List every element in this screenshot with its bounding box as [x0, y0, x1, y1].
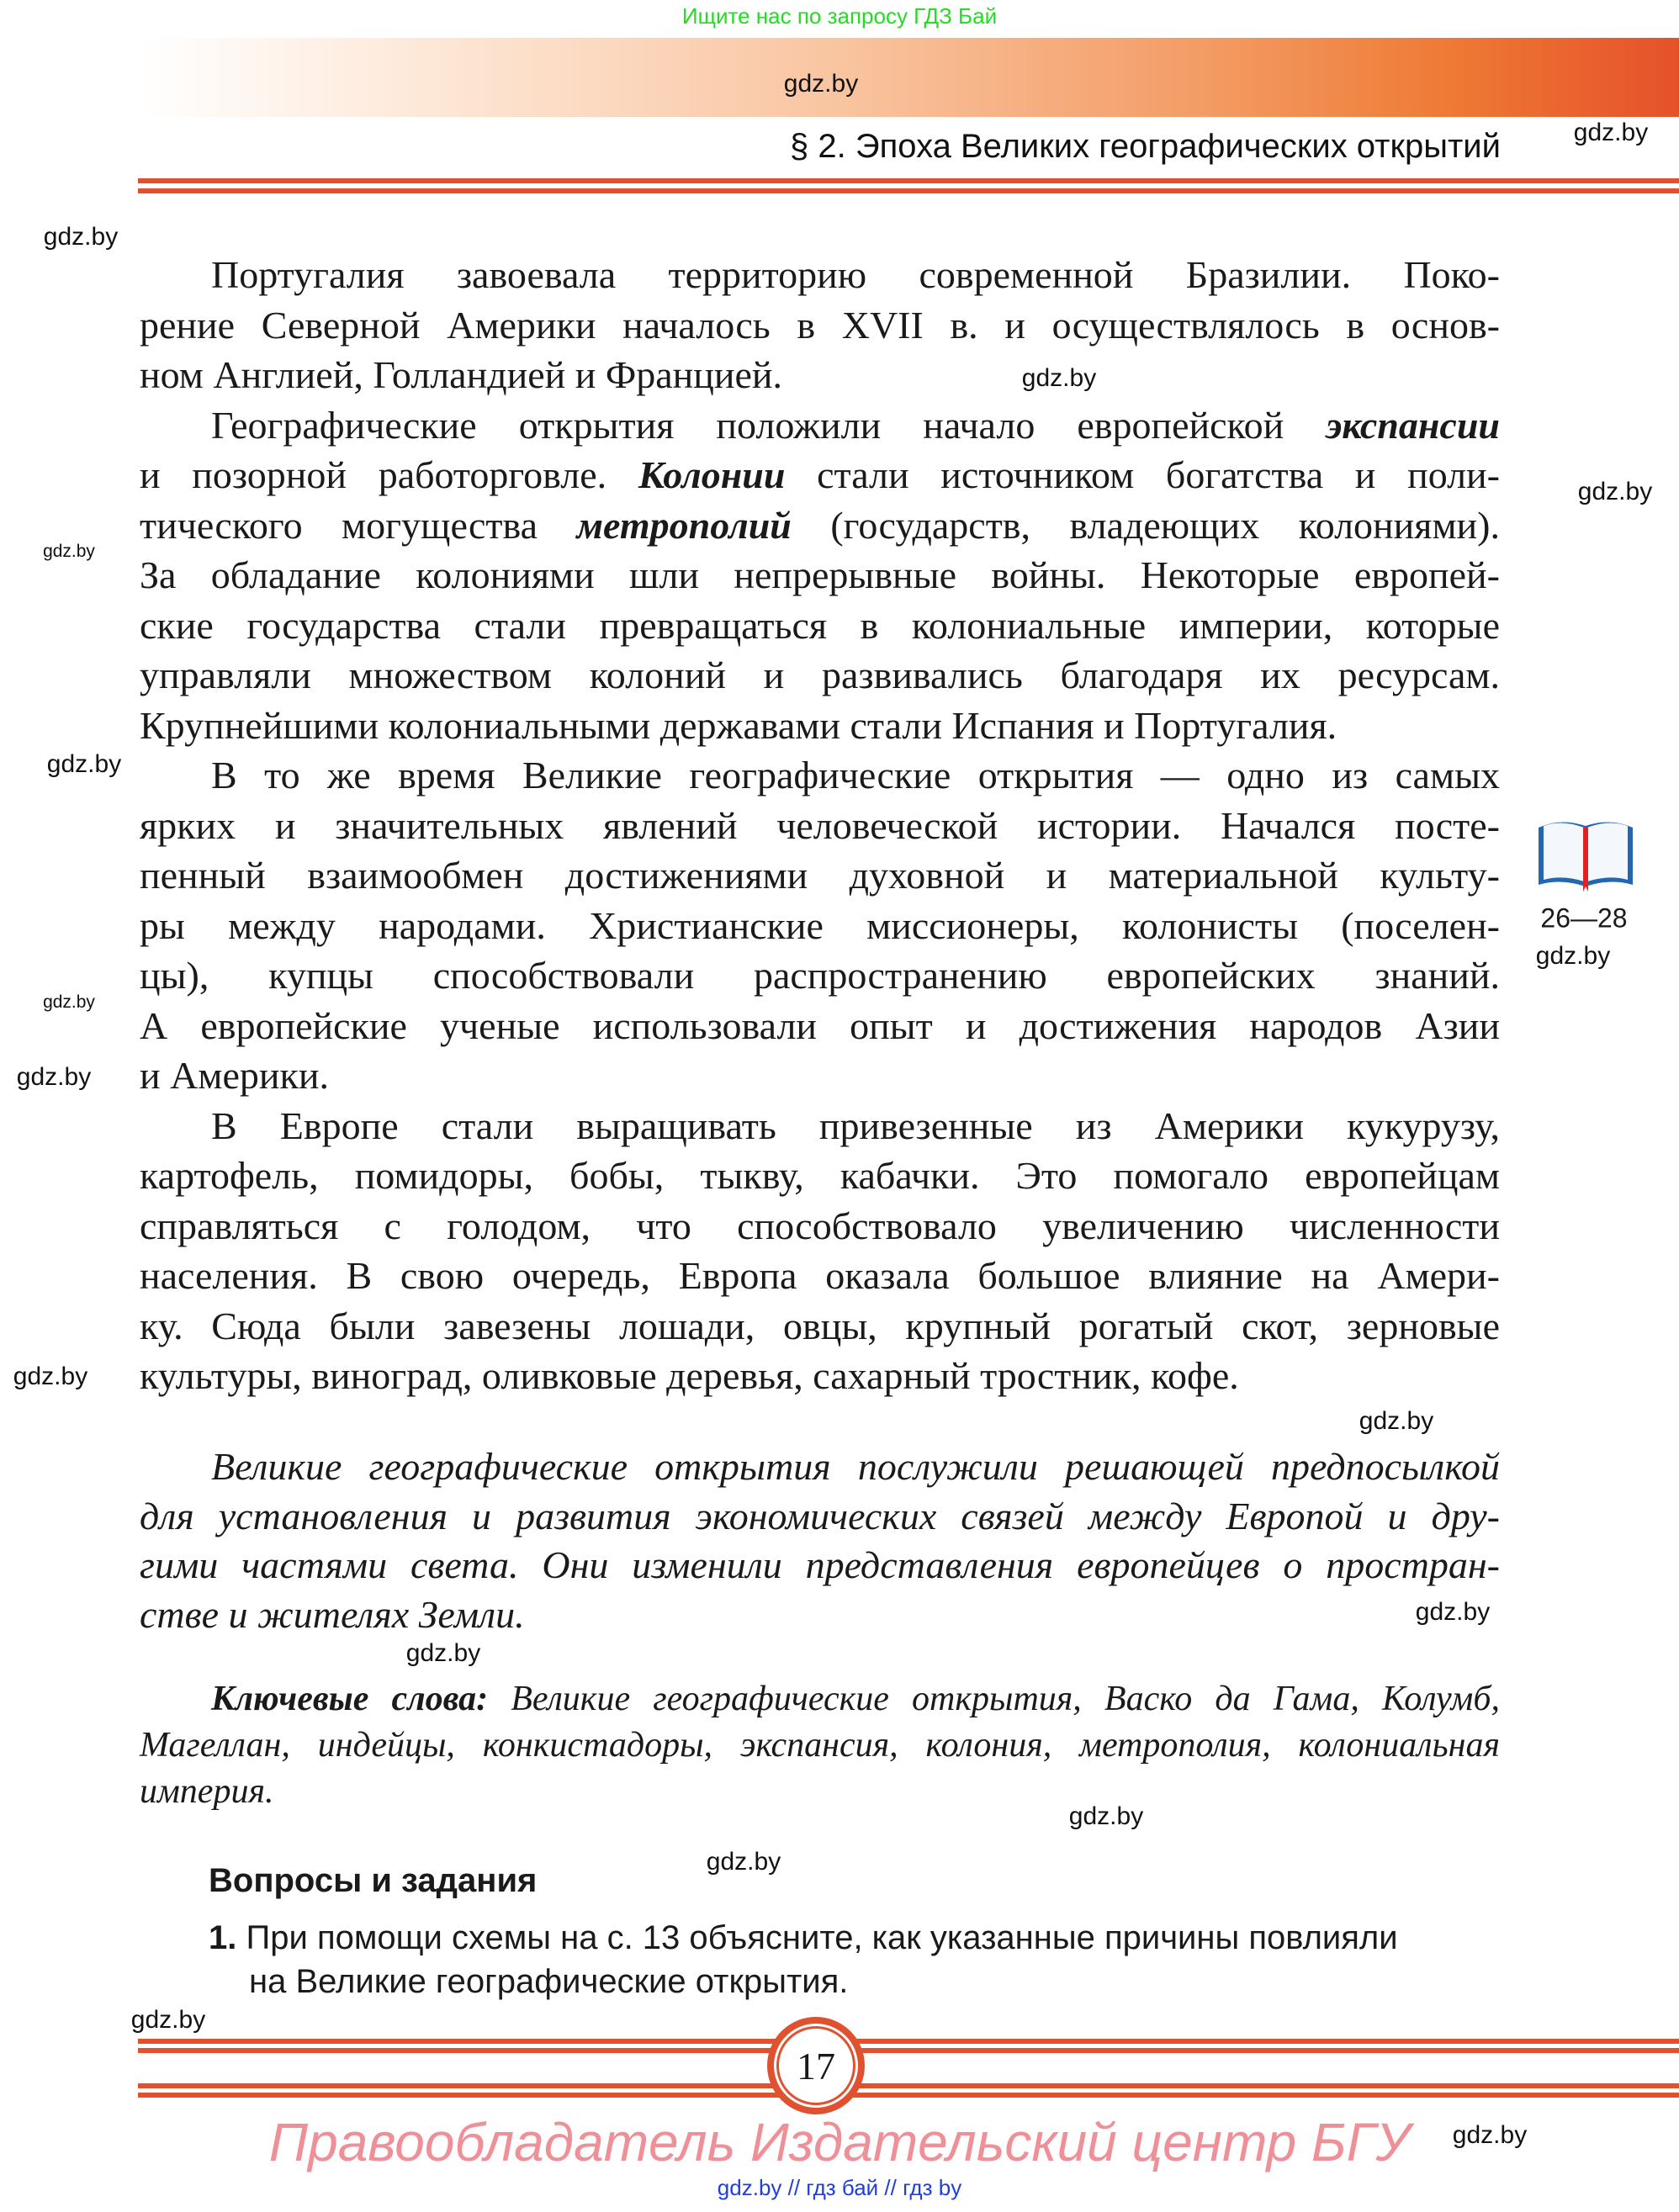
text-line — [140, 1590, 1500, 1640]
watermark: gdz.by — [1452, 2121, 1528, 2149]
watermark: gdz.by — [1573, 119, 1649, 146]
text-line — [140, 1442, 1500, 1492]
watermark: gdz.by — [1577, 478, 1653, 505]
text-line — [140, 1301, 1500, 1352]
text-segment: В Европе стали выращивать привезенные из Америки кукурузу, — [211, 1103, 1500, 1147]
text-segment: ские государства стали превращаться в колониальные империи, которые — [140, 603, 1500, 647]
emphasized-term: метрополий — [576, 503, 792, 547]
watermark: gdz.by — [1415, 1598, 1491, 1626]
text-line — [140, 1101, 1500, 1151]
watermark: gdz.by — [1068, 1802, 1144, 1830]
question-text: При помощи схемы на с. 13 объясните, как указанные причины повлияли — [246, 1919, 1398, 1956]
text-line — [140, 901, 1500, 951]
emphasized-term: экспансии — [1326, 403, 1500, 447]
header-rule — [138, 188, 1679, 193]
text-segment: стве и жителях Земли. — [140, 1592, 525, 1636]
text-line — [140, 400, 1500, 451]
text-segment: картофель, помидоры, бобы, тыкву, кабачки. Это помогало европейцам — [140, 1154, 1500, 1197]
text-line — [140, 1251, 1500, 1301]
body-text — [140, 250, 1500, 1401]
text-segment: Магеллан, индейцы, конкистадоры, экспансия, колония, метрополия, колониальная — [140, 1726, 1500, 1765]
text-segment: и Америки. — [140, 1054, 329, 1097]
watermark: gdz.by — [43, 992, 95, 1012]
watermark: gdz.by — [1359, 1407, 1434, 1435]
watermark: gdz.by — [43, 542, 95, 561]
text-line — [140, 300, 1500, 351]
watermark: gdz.by — [706, 1848, 781, 1876]
watermark: gdz.by — [1535, 942, 1611, 970]
chapter-title: § 2. Эпоха Великих географических открытий — [790, 128, 1501, 165]
text-segment: стали источником богатства и поли- — [785, 453, 1500, 496]
watermark: gdz.by — [130, 2006, 206, 2034]
text-line — [140, 350, 1500, 400]
text-line — [140, 1541, 1500, 1590]
page-reference: 26—28 — [1540, 902, 1628, 934]
conclusion-text — [140, 1442, 1500, 1639]
text-segment: Великие географические открытия послужили решающей предпосылкой — [211, 1445, 1500, 1488]
text-segment: населения. В свою очередь, Европа оказала большое влияние на Амери- — [140, 1254, 1500, 1297]
watermark: gdz.by — [405, 1639, 481, 1667]
text-line — [140, 1769, 1500, 1815]
question-number: 1. — [209, 1919, 237, 1956]
watermark: gdz.by — [13, 1363, 88, 1390]
header-band — [141, 38, 1679, 117]
text-segment: гими частями света. Они изменили представления европейцев о простран- — [140, 1543, 1500, 1586]
text-line — [140, 950, 1500, 1001]
text-line — [140, 1201, 1500, 1252]
footer-rule — [138, 2093, 1679, 2098]
text-segment: Великие географические открытия, Васко да Гама, Колумб, — [488, 1680, 1500, 1718]
text-line — [140, 1001, 1500, 1051]
footer-links[interactable]: gdz.by // гдз бай // гдз by — [717, 2175, 962, 2200]
text-segment: А европейские ученые использовали опыт и достижения народов Азии — [140, 1003, 1500, 1047]
footer-rule — [138, 2039, 1679, 2044]
watermark: gdz.by — [43, 223, 119, 251]
questions-heading: Вопросы и задания — [209, 1862, 538, 1899]
text-segment: ярких и значительных явлений человеческой истории. Начался посте- — [140, 803, 1500, 847]
text-segment: для установления и развития экономических связей между Европой и дру- — [140, 1494, 1500, 1537]
text-segment: тического могущества — [140, 503, 577, 547]
text-line — [140, 1351, 1500, 1401]
text-segment: управляли множеством колоний и развивались благодаря их ресурсам. — [140, 654, 1500, 696]
text-line — [140, 1050, 1500, 1101]
question-item — [209, 1916, 1500, 2003]
text-segment: ры между народами. Христианские миссионеры, колонисты (поселен- — [140, 903, 1500, 947]
open-book-icon — [1535, 816, 1636, 900]
text-line — [140, 1151, 1500, 1201]
text-line — [140, 850, 1500, 901]
text-segment: Крупнейшими колониальными державами стали Испания и Португалия. — [140, 703, 1337, 747]
text-line — [140, 1492, 1500, 1542]
text-segment: ку. Сюда были завезены лошади, овцы, крупный рогатый скот, зерновые — [140, 1304, 1500, 1347]
footer-rule — [138, 2048, 1679, 2053]
footer-rule — [138, 2083, 1679, 2088]
text-line — [140, 500, 1500, 551]
watermark: gdz.by — [1021, 364, 1097, 392]
page-number: 17 — [797, 2044, 835, 2088]
text-segment: В то же время Великие географические открытия — одно из самых — [211, 754, 1500, 796]
header-rule — [138, 178, 1679, 183]
rights-holder: Правообладатель Издательский центр БГУ — [268, 2112, 1411, 2172]
text-segment: ном Англией, Голландией и Францией. — [140, 353, 783, 396]
emphasized-term: Колонии — [638, 453, 786, 496]
text-line — [140, 450, 1500, 500]
text-line — [140, 550, 1500, 601]
page-number-badge — [767, 2017, 865, 2114]
keywords-text — [140, 1676, 1500, 1815]
text-segment: культуры, виноград, оливковые деревья, сахарный тростник, кофе. — [140, 1354, 1239, 1397]
text-line — [140, 750, 1500, 801]
text-segment: рение Северной Америки началось в XVII в. и осуществлялось в основ- — [140, 303, 1500, 347]
text-line — [140, 801, 1500, 851]
top-search-note: Ищите нас по запросу ГДЗ Бай — [681, 3, 998, 29]
watermark: gdz.by — [46, 750, 122, 778]
text-line — [140, 601, 1500, 651]
text-segment: За обладание колониями шли непрерывные войны. Некоторые европей- — [140, 553, 1500, 596]
watermark: gdz.by — [783, 70, 859, 98]
text-segment: и позорной работорговле. — [140, 453, 638, 496]
text-segment: Географические открытия положили начало европейской — [211, 403, 1327, 447]
text-line — [140, 1723, 1500, 1769]
text-segment: справляться с голодом, что способствовало увеличению численности — [140, 1204, 1500, 1247]
text-line — [140, 1676, 1500, 1723]
text-line — [140, 701, 1500, 751]
text-line — [140, 650, 1500, 701]
text-segment: империя. — [140, 1772, 274, 1811]
text-line — [140, 250, 1500, 300]
watermark: gdz.by — [16, 1063, 92, 1091]
question-text: на Великие географические открытия. — [249, 1963, 849, 2000]
emphasized-term: Ключевые слова: — [211, 1680, 489, 1718]
text-segment: Португалия завоевала территорию современной Бразилии. Поко- — [211, 253, 1500, 296]
text-segment: пенный взаимообмен достижениями духовной и материальной культу- — [140, 854, 1500, 897]
text-segment: цы), купцы способствовали распространению европейских знаний. — [140, 954, 1500, 997]
text-segment: (государств, владеющих колониями). — [791, 503, 1500, 547]
